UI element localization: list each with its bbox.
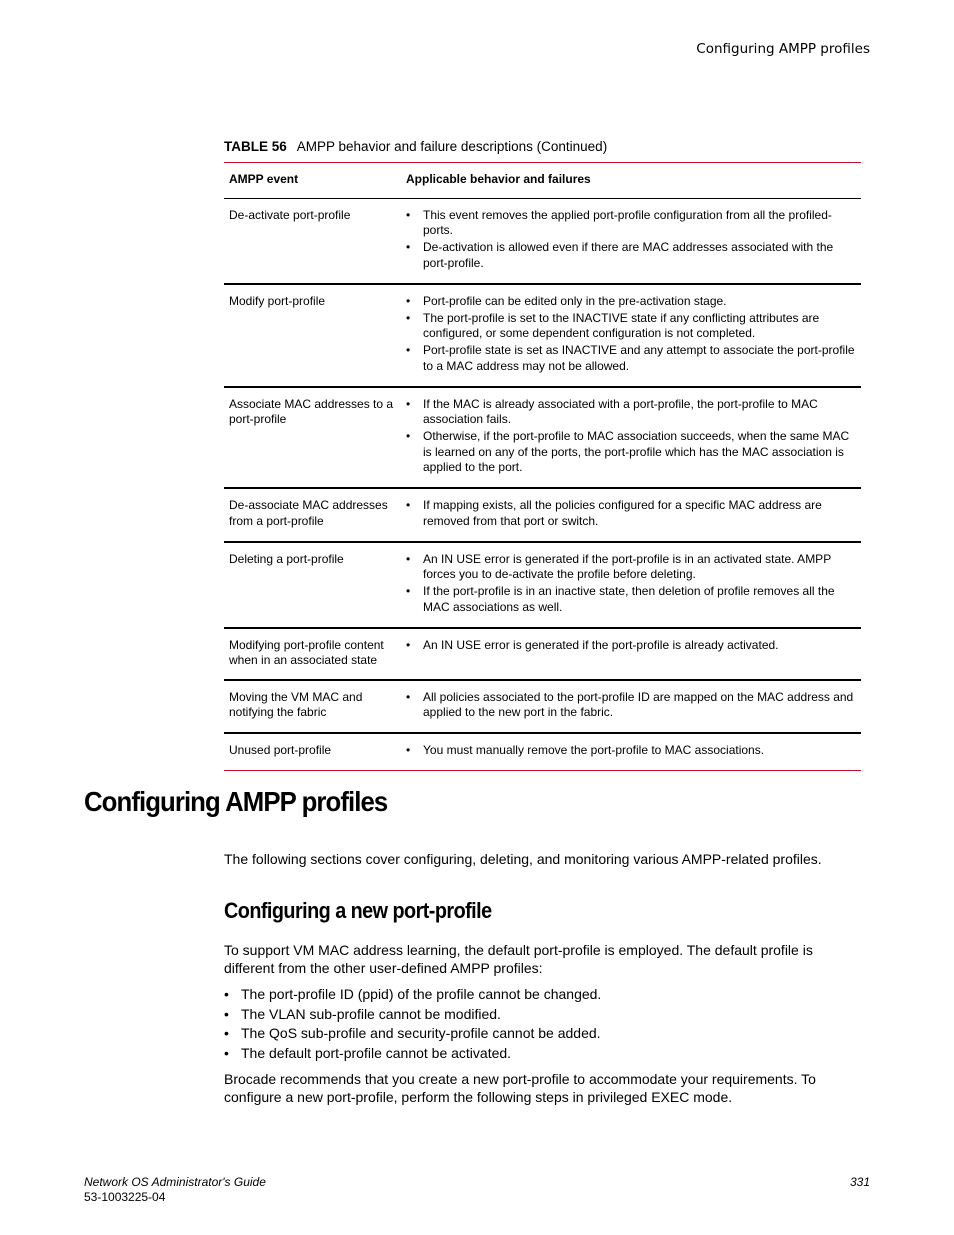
behavior-item: • An IN USE error is generated if the port-profile is in an activated state. AMPP forces you to de-activate the profile before deleting. [406,552,856,583]
table-title: AMPP behavior and failure descriptions (Continued) [296,139,608,154]
page-number: 331 [849,1175,870,1189]
behavior-list [406,638,856,654]
table-row [224,628,861,680]
table-row [224,284,861,387]
behavior-cell [401,733,861,771]
list-item: • The QoS sub-profile and security-profile cannot be added. [224,1024,601,1044]
footer-doc-number: 53-1003225-04 [84,1190,166,1204]
behavior-item: • De-activation is allowed even if there are MAC addresses associated with the port-profile. [406,240,856,271]
event-cell: De-associate MAC addresses from a port-profile [224,488,401,542]
behavior-item: • This event removes the applied port-profile configuration from all the profiled-ports. [406,208,856,239]
section-intro: The following sections cover configuring, deleting, and monitoring various AMPP-related profiles. [224,851,822,867]
table-body [224,198,861,771]
behavior-item: • You must manually remove the port-profile to MAC associations. [406,743,856,759]
table-row [224,542,861,628]
behavior-cell [401,387,861,489]
behavior-list [406,294,856,375]
behavior-list [406,690,856,721]
behavior-cell [401,680,861,734]
running-header: Configuring AMPP profiles [696,41,870,57]
column-header-event: AMPP event [224,163,401,199]
behavior-cell [401,284,861,387]
behavior-item: • If mapping exists, all the policies configured for a specific MAC address are removed from that port or switch. [406,498,856,529]
behavior-item: • Otherwise, if the port-profile to MAC association succeeds, when the same MAC is learned on any of the ports, the port-profile which has the MAC association is applied to the port. [406,429,856,476]
event-cell: Modify port-profile [224,284,401,387]
table-row [224,488,861,542]
event-cell: Modifying port-profile content when in an associated state [224,628,401,680]
event-cell: De-activate port-profile [224,198,401,284]
behavior-item: • Port-profile state is set as INACTIVE and any attempt to associate the port-profile to a MAC address may not be allowed. [406,343,856,374]
section-heading: Configuring AMPP profiles [84,786,388,817]
behavior-item: • If the port-profile is in an inactive state, then deletion of profile removes all the MAC associations as well. [406,584,856,615]
subsection-paragraph-1: To support VM MAC address learning, the default port-profile is employed. The default profile is different from the other user-defined AMPP profiles: [224,942,813,976]
table-number: TABLE 56 [224,139,287,154]
table-row [224,680,861,734]
subsection-paragraph-2: Brocade recommends that you create a new port-profile to accommodate your requirements. To configure a new port-profile, perform the following steps in privileged EXEC mode. [224,1071,816,1105]
table-row [224,733,861,771]
behavior-cell [401,198,861,284]
behavior-cell [401,542,861,628]
behavior-item: • If the MAC is already associated with a port-profile, the port-profile to MAC association fails. [406,397,856,428]
event-cell: Unused port-profile [224,733,401,771]
page-footer [84,1175,266,1205]
event-cell: Moving the VM MAC and notifying the fabric [224,680,401,734]
table-row [224,198,861,284]
behavior-item: • All policies associated to the port-profile ID are mapped on the MAC address and applied to the new port in the fabric. [406,690,856,721]
column-header-behavior: Applicable behavior and failures [401,163,861,199]
event-cell: Associate MAC addresses to a port-profile [224,387,401,489]
behavior-list [406,397,856,476]
list-item: • The port-profile ID (ppid) of the profile cannot be changed. [224,985,601,1005]
list-item: • The default port-profile cannot be activated. [224,1044,601,1064]
table-row [224,387,861,489]
behavior-cell [401,628,861,680]
behavior-list [406,498,856,529]
behavior-item: • Port-profile can be edited only in the pre-activation stage. [406,294,856,310]
table-caption [224,139,607,154]
list-item: • The VLAN sub-profile cannot be modified. [224,1005,601,1025]
behavior-list [406,208,856,272]
behavior-item: • An IN USE error is generated if the port-profile is already activated. [406,638,856,654]
subsection-heading: Configuring a new port-profile [224,898,492,923]
behavior-list [406,743,856,759]
footer-doc-title: Network OS Administrator's Guide [84,1175,266,1189]
default-profile-list [224,985,601,1063]
table-header-row [224,163,861,199]
event-cell: Deleting a port-profile [224,542,401,628]
behavior-cell [401,488,861,542]
behavior-list [406,552,856,616]
behavior-item: • The port-profile is set to the INACTIVE state if any conflicting attributes are configured, or some dependent configuration is not completed. [406,311,856,342]
ampp-behavior-table [224,162,861,771]
